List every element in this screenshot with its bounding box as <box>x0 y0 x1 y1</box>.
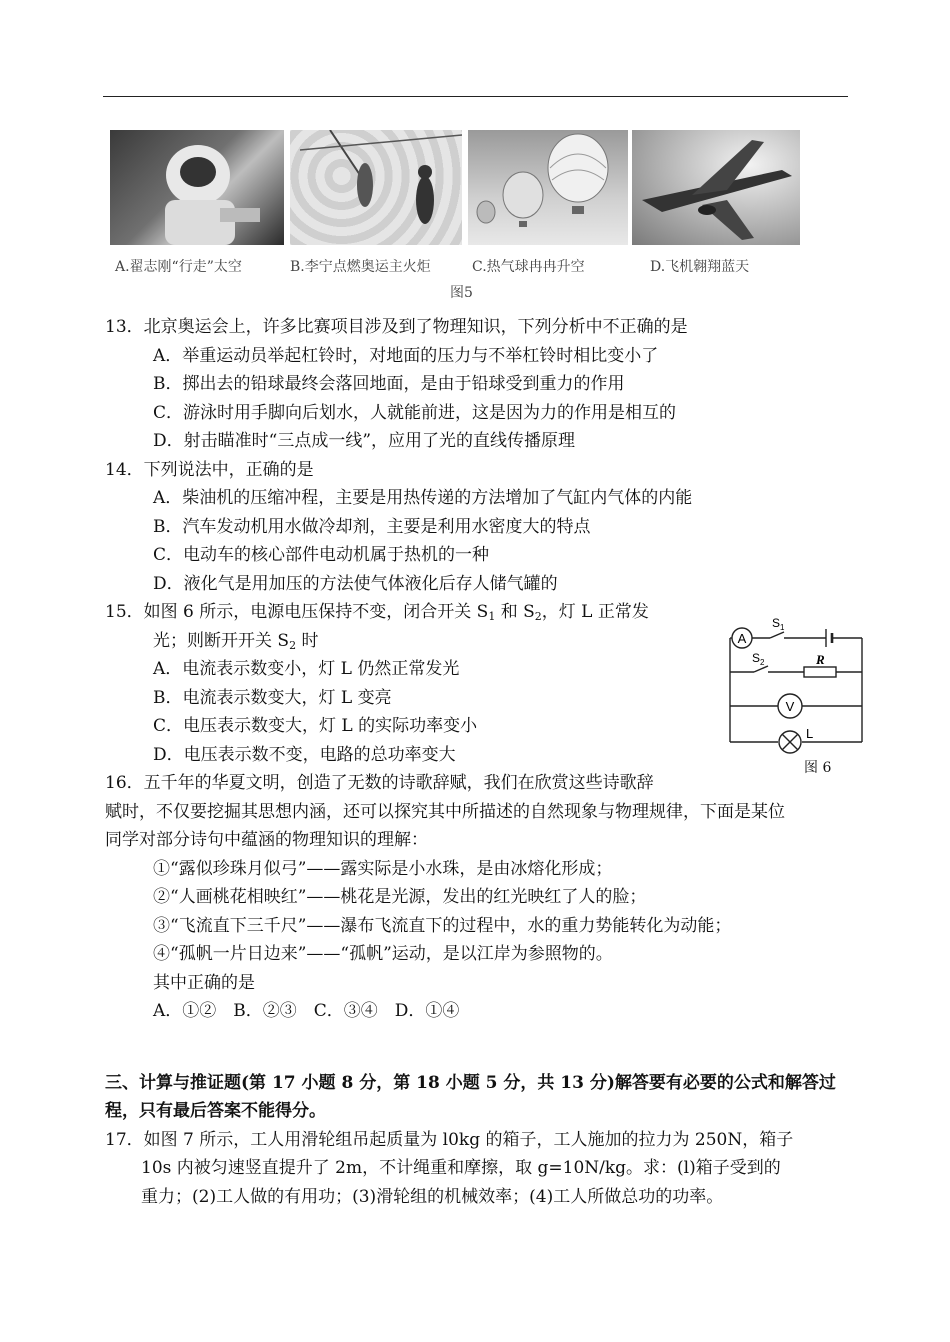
q15-stem: 15．如图 6 所示，电源电压保持不变，闭合开关 $S_1$ 和 $S_2$，灯 L 正常发 <box>105 602 649 623</box>
section-3-heading-cont: 程，只有最后答案不能得分。 <box>105 1101 326 1121</box>
photo-astronaut <box>110 130 284 245</box>
q13-option-a: A．举重运动员举起杠铃时，对地面的压力与不举杠铃时相比变小了 <box>153 346 659 366</box>
q13-option-d: D．射击瞄准时“三点成一线”，应用了光的直线传播原理 <box>153 431 576 451</box>
switch-1-label: S <box>772 616 781 630</box>
switch-2-label: S <box>752 651 761 665</box>
q16-item-4: ④“孤帆一片日边来”——“孤帆”运动，是以江岸为参照物的。 <box>153 944 613 964</box>
photo-torch-lighting <box>290 130 462 245</box>
figure-5 <box>110 130 836 304</box>
photo-hot-air-balloons <box>468 130 628 245</box>
figure-5-caption-c: C.热气球冉冉升空 <box>472 259 585 275</box>
section-3-heading: 三、计算与推证题(第 17 小题 8 分，第 18 小题 5 分，共 13 分)解答要有必要的公式和解答过 <box>105 1073 836 1093</box>
figure-6-label: 图 6 <box>804 760 832 776</box>
q15-option-c: C．电压表示数变大，灯 L 的实际功率变小 <box>153 716 478 736</box>
q14-option-b: B．汽车发动机用水做冷却剂，主要是利用水密度大的特点 <box>153 517 591 537</box>
q13-option-c: C．游泳时用手脚向后划水，人就能前进，这是因为力的作用是相互的 <box>153 403 677 423</box>
q15-stem-cont: 光；则断开开关 $S_2$ 时 <box>153 631 319 652</box>
figure-5-caption-d: D.飞机翱翔蓝天 <box>650 259 750 275</box>
switch-1-sub: 1 <box>780 623 785 632</box>
q16-choices: A．①② B．②③ C．③④ D．①④ <box>153 1001 460 1021</box>
voltmeter-label: V <box>785 699 795 714</box>
q14-option-d: D．液化气是用加压的方法使气体液化后存人储气罐的 <box>153 574 558 594</box>
q16-prompt: 其中正确的是 <box>153 973 255 993</box>
q16-item-3: ③“飞流直下三千尺”——瀑布飞流直下的过程中，水的重力势能转化为动能； <box>153 916 732 936</box>
q16-item-1: ①“露似珍珠月似弓”——露实际是小水珠，是由冰熔化形成； <box>153 859 613 879</box>
q15-option-a: A．电流表示数变小，灯 L 仍然正常发光 <box>153 659 460 679</box>
resistor-label: R <box>816 652 825 667</box>
q15-option-d: D．电压表示数不变，电路的总功率变大 <box>153 745 456 765</box>
figure-5-caption-b: B.李宁点燃奥运主火炬 <box>290 259 431 275</box>
q14-option-c: C．电动车的核心部件电动机属于热机的一种 <box>153 545 490 565</box>
q14-option-a: A．柴油机的压缩冲程，主要是用热传递的方法增加了气缸内气体的内能 <box>153 488 693 508</box>
q17-line-3: 重力；(2)工人做的有用功；(3)滑轮组的机械效率；(4)工人所做总功的功率。 <box>141 1187 724 1207</box>
q13-stem: 13．北京奥运会上，许多比赛项目涉及到了物理知识，下列分析中不正确的是 <box>105 317 688 337</box>
switch-2-sub: 2 <box>760 658 765 667</box>
header-rule <box>103 96 848 97</box>
q16-line-1: 16．五千年的华夏文明，创造了无数的诗歌辞赋，我们在欣赏这些诗歌辞 <box>105 773 654 793</box>
ammeter-label: A <box>737 631 747 646</box>
photo-airplane <box>632 130 800 245</box>
q14-stem: 14．下列说法中，正确的是 <box>105 460 314 480</box>
figure-5-caption-a: A.翟志刚“行走”太空 <box>115 259 242 275</box>
figure-5-label: 图5 <box>450 285 473 301</box>
q16-item-2: ②“人画桃花相映红”——桃花是光源，发出的红光映红了人的脸； <box>153 887 647 907</box>
q16-line-3: 同学对部分诗句中蕴涵的物理知识的理解： <box>105 830 428 850</box>
q13-option-b: B．掷出去的铅球最终会落回地面，是由于铅球受到重力的作用 <box>153 374 625 394</box>
figure-6-circuit <box>722 612 870 780</box>
q17-line-2: 10s 内被匀速竖直提升了 2m，不计绳重和摩擦，取 g=10N/kg。求：(l)箱子受到的 <box>141 1158 781 1178</box>
q16-line-2: 赋时，不仅要挖掘其思想内涵，还可以探究其中所描述的自然现象与物理规律，下面是某位 <box>105 802 785 822</box>
lamp-label: L <box>806 726 814 741</box>
q17-line-1: 17．如图 7 所示，工人用滑轮组吊起质量为 l0kg 的箱子，工人施加的拉力为 250N，箱子 <box>105 1130 794 1150</box>
q15-option-b: B．电流表示数变大，灯 L 变亮 <box>153 688 392 708</box>
